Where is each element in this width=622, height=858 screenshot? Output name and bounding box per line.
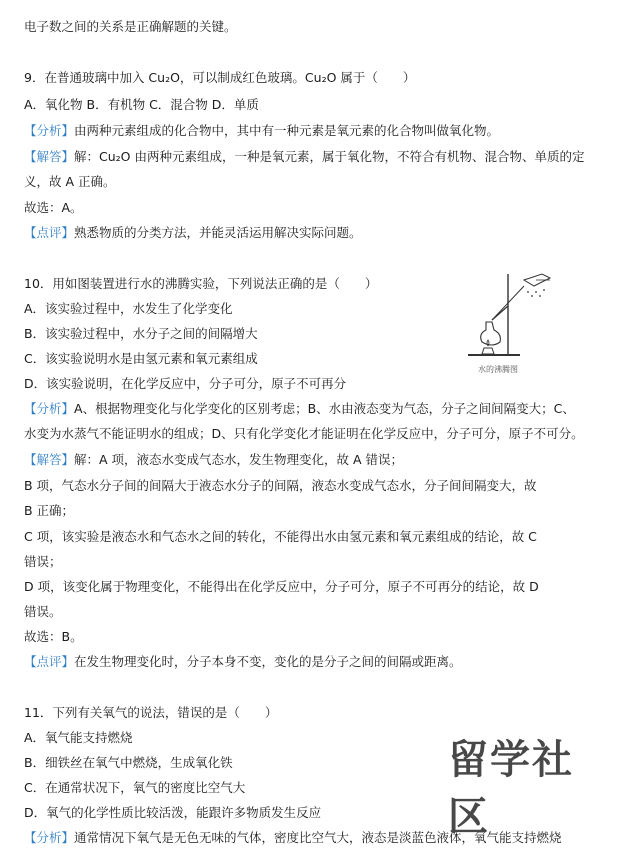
option-b: B．该实验过程中，水分子之间的间隔增大	[24, 326, 258, 341]
analysis-line-continued: 水变为水蒸气不能证明水的组成；D、只有化学变化才能证明在化学反应中，分子可分，原子不可分。	[24, 426, 584, 441]
site-watermark	[448, 737, 618, 852]
answer-line: 【解答】解：Cu₂O 由两种元素组成，一种是氧元素，属于氧化物，不符合有机物、混合物、单质的定	[24, 149, 585, 164]
option-c: C．该实验说明水是由氢元素和氧元素组成	[24, 351, 258, 366]
question-11: 11．下列有关氧气的说法，错误的是（ ）	[24, 705, 278, 720]
option-d: D．该实验说明，在化学反应中，分子可分，原子不可再分	[24, 376, 347, 391]
answer-line: 【解答】解：A 项，液态水变成气态水，发生物理变化，故 A 错误；	[24, 452, 404, 467]
choice-line: 故选：A。	[24, 200, 83, 215]
answer-line-d: D 项，该变化属于物理变化，不能得出在化学反应中，分子可分，原子不可再分的结论，故 D	[24, 579, 539, 594]
answer-line-continued: 义，故 A 正确。	[24, 174, 116, 189]
analysis-line: 【分析】通常情况下氧气是无色无味的气体，密度比空气大，液态是淡蓝色液体，氧气能支持燃烧	[24, 830, 562, 845]
option-a: A．该实验过程中，水发生了化学变化	[24, 301, 233, 316]
answer-line-c: C 项，该实验是液态水和气态水之间的转化，不能得出水由氢元素和氧元素组成的结论，故 C	[24, 529, 537, 544]
analysis-line: 【分析】A、根据物理变化与化学变化的区别考虑；B、水由液态变为气态，分子之间间隔变大；C、	[24, 401, 575, 416]
option-b: B．细铁丝在氧气中燃烧，生成氧化铁	[24, 755, 233, 770]
option-d: D．氧气的化学性质比较活泼，能跟许多物质发生反应	[24, 805, 322, 820]
question-10: 10．用如图装置进行水的沸腾实验，下列说法正确的是（ ）	[24, 276, 378, 291]
analysis-line: 【分析】由两种元素组成的化合物中，其中有一种元素是氧元素的化合物叫做氧化物。	[24, 123, 500, 138]
text-line: 电子数之间的关系是正确解题的关键。	[24, 19, 237, 34]
answer-line-b-continued: B 正确；	[24, 503, 75, 518]
choice-line: 故选：B。	[24, 629, 83, 644]
answer-line-d-continued: 错误。	[24, 604, 62, 619]
figure-caption: 水的沸腾图	[478, 365, 518, 374]
question-9: 9．在普通玻璃中加入 Cu₂O，可以制成红色玻璃。Cu₂O 属于（ ）	[24, 70, 416, 85]
option-c: C．在通常状况下，氧气的密度比空气大	[24, 780, 246, 795]
comment-line: 【点评】在发生物理变化时，分子本身不变，变化的是分子之间的间隔或距离。	[24, 654, 462, 669]
answer-line-c-continued: 错误；	[24, 554, 62, 569]
boiling-apparatus-figure	[462, 268, 554, 378]
question-9-options: A．氧化物 B．有机物 C．混合物 D．单质	[24, 97, 259, 112]
apparatus-drawing	[462, 268, 554, 364]
option-a: A．氧气能支持燃烧	[24, 730, 133, 745]
comment-line: 【点评】熟悉物质的分类方法，并能灵活运用解决实际问题。	[24, 225, 362, 240]
watermark-text: 留学社区	[448, 737, 574, 840]
answer-line-b: B 项，气态水分子间的间隔大于液态水分子的间隔，液态水变成气态水，分子间间隔变大，故	[24, 478, 537, 493]
